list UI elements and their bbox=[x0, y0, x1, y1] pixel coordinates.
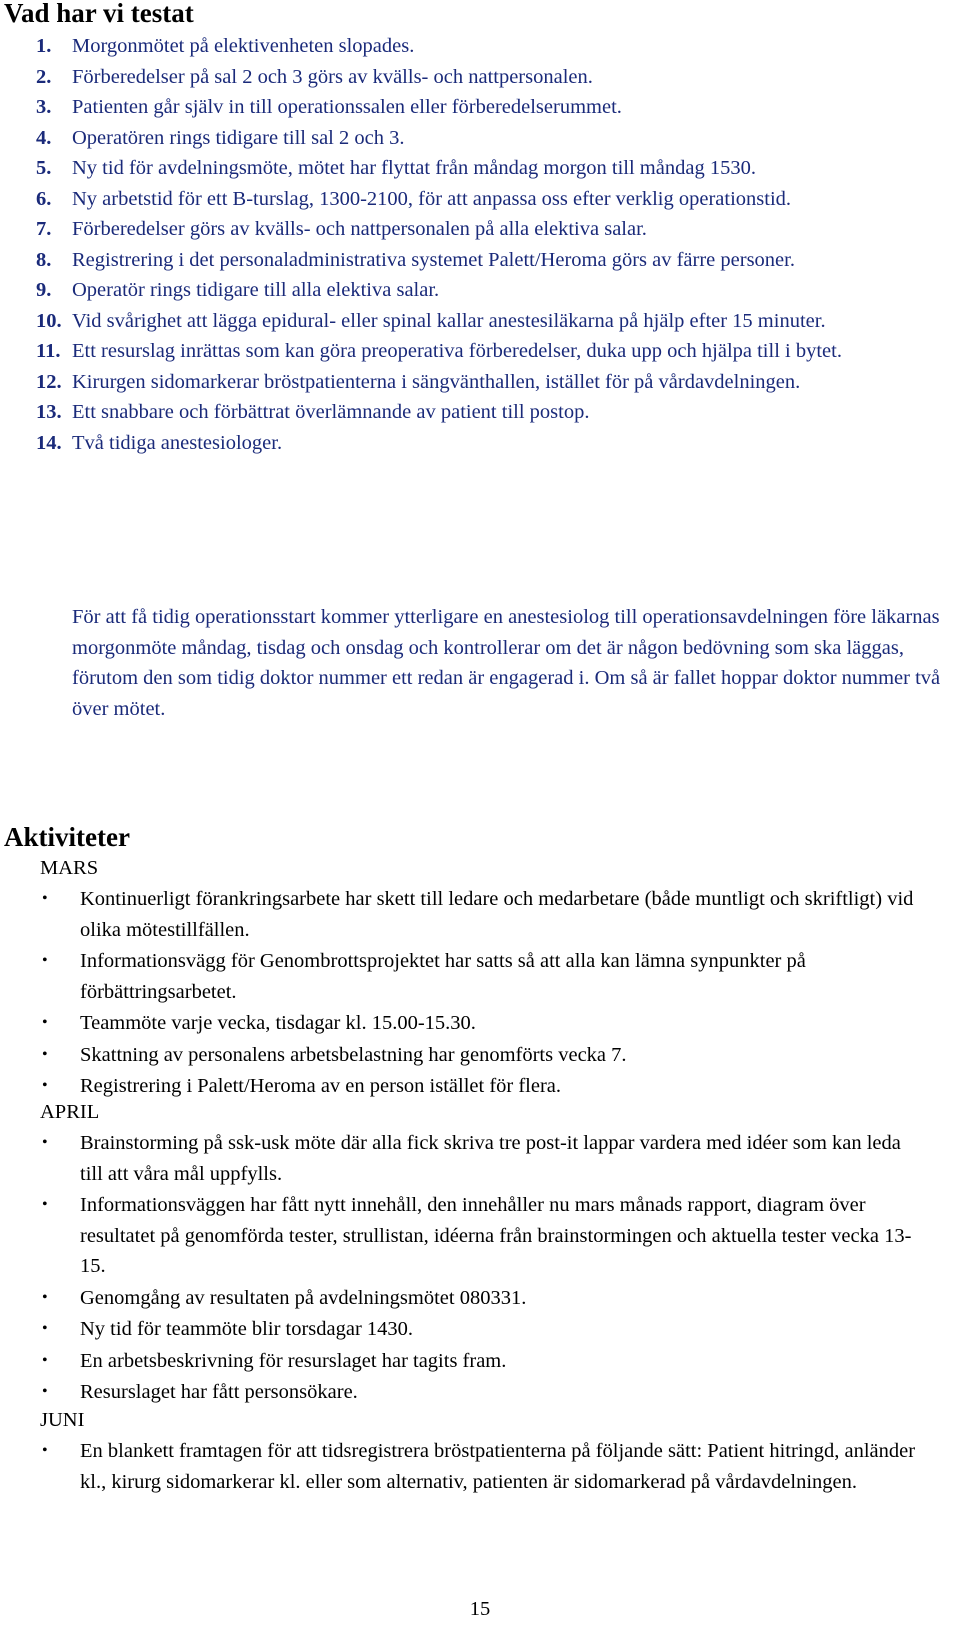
bullet-icon: • bbox=[42, 1383, 48, 1400]
list-item: • Informationsvägg för Genombrottsprojektet har satts så att alla kan lämna synpunkter på förbättringsarbetet. bbox=[38, 946, 928, 1007]
section-heading-tested: Vad har vi testat bbox=[4, 0, 194, 28]
activities-list-juni bbox=[38, 1436, 928, 1498]
list-item: 2. Förberedelser på sal 2 och 3 görs av kvälls- och nattpersonalen. bbox=[36, 65, 593, 88]
list-item: • Registrering i Palett/Heroma av en person istället för flera. bbox=[38, 1071, 928, 1102]
activities-list-april bbox=[38, 1128, 928, 1409]
list-item: 9. Operatör rings tidigare till alla elektiva salar. bbox=[36, 279, 440, 301]
bullet-icon: • bbox=[42, 1320, 48, 1337]
bullet-icon: • bbox=[42, 1077, 48, 1094]
list-item: • Ny tid för teammöte blir torsdagar 1430. bbox=[38, 1314, 928, 1345]
month-label-april: APRIL bbox=[40, 1101, 100, 1123]
bullet-icon: • bbox=[42, 1288, 48, 1306]
bullet-icon: • bbox=[42, 890, 48, 907]
list-item: 14. Två tidiga anestesiologer. bbox=[36, 431, 283, 454]
tested-list bbox=[36, 31, 936, 458]
list-item: 5. Ny tid för avdelningsmöte, mötet har flyttat från måndag morgon till måndag 1530. bbox=[36, 157, 756, 179]
month-label-juni: JUNI bbox=[40, 1409, 85, 1431]
list-item: • Kontinuerligt förankringsarbete har skett till ledare och medarbetare (både muntligt och skriftligt) vid olika mötestillfällen. bbox=[38, 884, 928, 945]
list-item: 10. Vid svårighet att lägga epidural- eller spinal kallar anestesiläkarna på hjälp efter 15 minuter. bbox=[36, 309, 826, 332]
list-item: • En arbetsbeskrivning för resurslaget har tagits fram. bbox=[38, 1346, 928, 1377]
list-item: • Genomgång av resultaten på avdelningsmötet 080331. bbox=[38, 1283, 928, 1314]
list-item: • Resurslaget har fått personsökare. bbox=[38, 1377, 928, 1408]
bullet-icon: • bbox=[42, 1134, 48, 1151]
list-item: • Skattning av personalens arbetsbelastning har genomförts vecka 7. bbox=[38, 1040, 928, 1071]
bullet-icon: • bbox=[42, 1014, 48, 1031]
bullet-icon: • bbox=[42, 1196, 48, 1213]
list-item: 3. Patienten går själv in till operationssalen eller förberedelserummet. bbox=[36, 96, 622, 118]
bullet-icon: • bbox=[42, 1351, 48, 1369]
list-item: 6. Ny arbetstid för ett B-turslag, 1300-2100, för att anpassa oss efter verklig operationstid. bbox=[36, 187, 792, 210]
activities-list-mars bbox=[38, 884, 928, 1103]
bullet-icon: • bbox=[42, 1442, 48, 1459]
item14-detail-paragraph: För att få tidig operationsstart kommer ytterligare en anestesiolog till operationsavdelningen före läkarnas morgonmöte måndag, tisdag och onsdag och kontrollerar om det är någon bedövning som ska läggas, förutom den som tidig doktor nummer ett redan är engagerad i. Om så är fallet hoppar doktor nummer två över mötet. bbox=[72, 606, 941, 720]
page-number: 15 bbox=[469, 1598, 491, 1620]
list-item: • Teammöte varje vecka, tisdagar kl. 15.00-15.30. bbox=[38, 1008, 928, 1039]
list-item: 4. Operatören rings tidigare till sal 2 och 3. bbox=[36, 126, 405, 149]
month-label-mars: MARS bbox=[40, 857, 99, 879]
section-heading-activities: Aktiviteter bbox=[4, 822, 130, 852]
bullet-icon: • bbox=[42, 1045, 48, 1063]
list-item: 1. Morgonmötet på elektivenheten slopades. bbox=[36, 35, 415, 57]
bullet-icon: • bbox=[42, 952, 48, 969]
list-item: • Brainstorming på ssk-usk möte där alla fick skriva tre post-it lappar vardera med idéer som kan leda till att våra mål uppfylls. bbox=[38, 1128, 928, 1189]
list-item: 8. Registrering i det personaladministrativa systemet Palett/Heroma görs av färre personer. bbox=[36, 248, 795, 271]
list-item: • En blankett framtagen för att tidsregistrera bröstpatienterna på följande sätt: Patient hitringd, anländer kl., kirurg sidomarkerar kl. eller som alternativ, patienten är sidomarkerad på vårdavdelningen. bbox=[38, 1436, 928, 1497]
list-item: 13. Ett snabbare och förbättrat överlämnande av patient till postop. bbox=[36, 401, 590, 423]
list-item: 12. Kirurgen sidomarkerar bröstpatienterna i sängvänthallen, istället för på vårdavdelningen. bbox=[36, 370, 801, 393]
list-item: • Informationsväggen har fått nytt innehåll, den innehåller nu mars månads rapport, diagram över resultatet på genomförda tester, strullistan, idéerna från brainstormingen och aktuella tester vecka 13-15. bbox=[38, 1190, 928, 1282]
list-item: 7. Förberedelser görs av kvälls- och nattpersonalen på alla elektiva salar. bbox=[36, 218, 647, 240]
list-item: 11. Ett resurslag inrättas som kan göra preoperativa förberedelser, duka upp och hjälpa till i bytet. bbox=[36, 340, 842, 362]
